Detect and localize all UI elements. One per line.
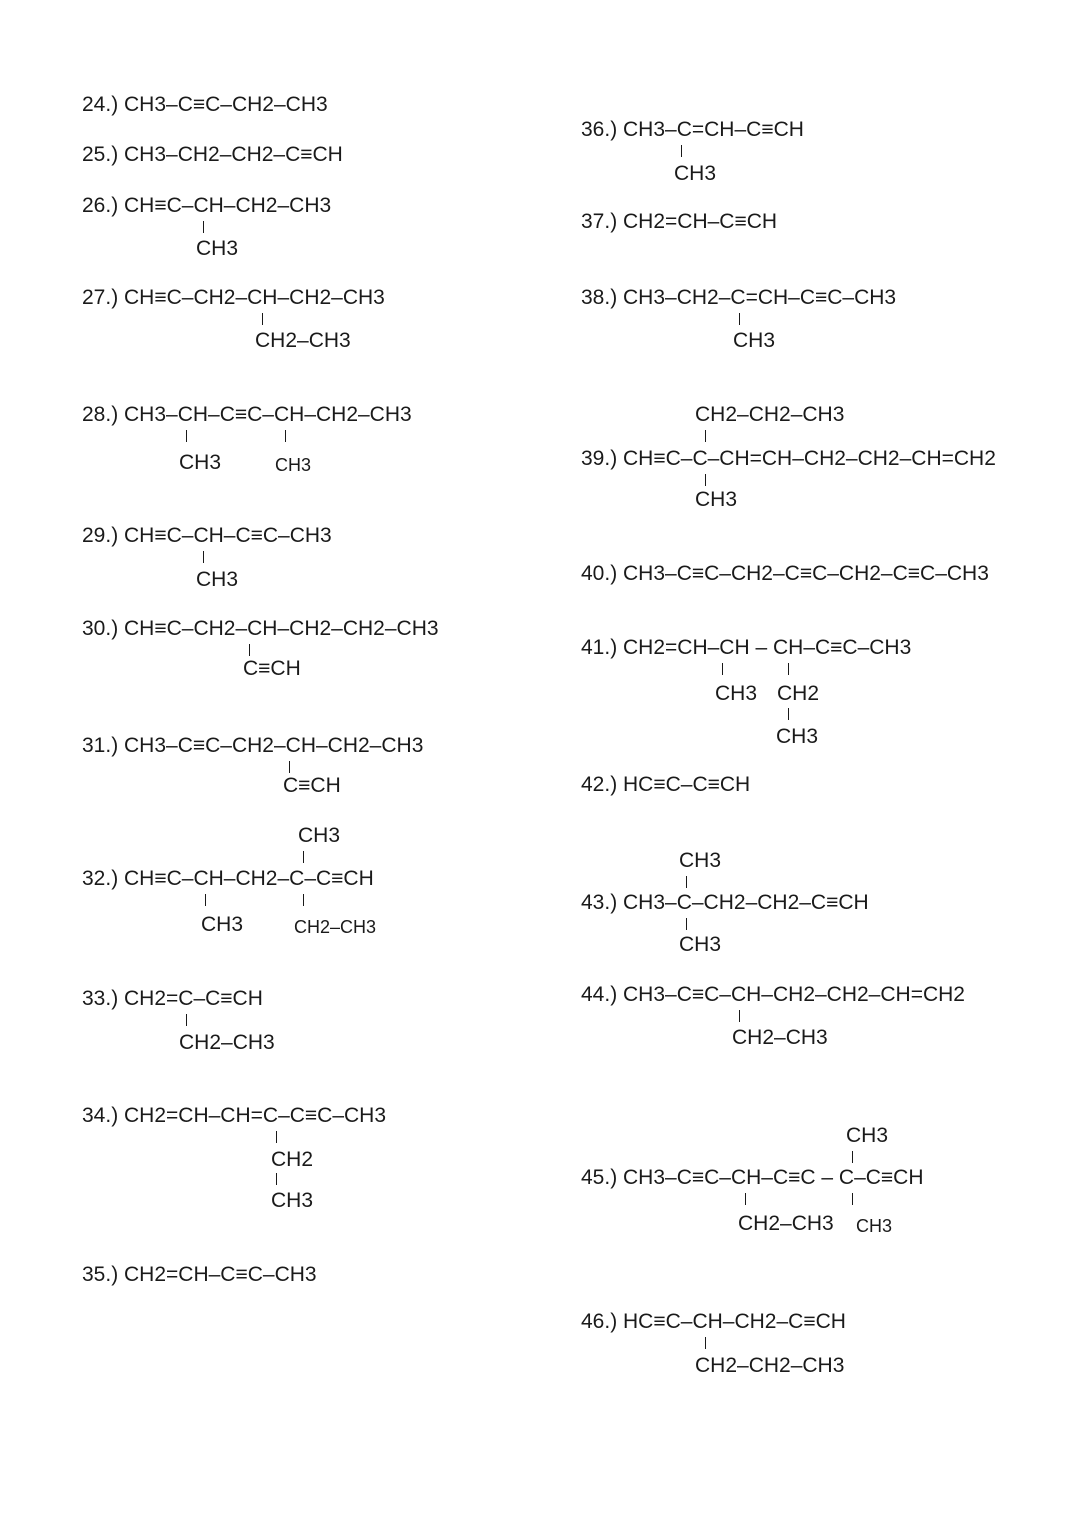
formula-45-top-substituent: CH3	[846, 1124, 889, 1147]
formula-43-top-substituent: CH3	[679, 849, 722, 872]
formula-29-substituent: CH3	[196, 568, 239, 591]
formula-36-main: 36.) CH3–C=CH–C≡CH	[581, 118, 804, 141]
bond-line	[852, 1151, 853, 1163]
bond-line	[186, 430, 187, 442]
bond-line	[739, 1010, 740, 1022]
formula-39-top-substituent: CH2–CH2–CH3	[695, 403, 845, 426]
bond-line	[705, 1337, 706, 1349]
bond-line	[203, 551, 204, 563]
formula-45-main: 45.) CH3–C≡C–CH–C≡C – C–C≡CH	[581, 1166, 924, 1189]
formula-42-main: 42.) HC≡C–C≡CH	[581, 773, 751, 796]
formula-43-substituent: CH3	[679, 933, 722, 956]
bond-line	[788, 708, 789, 720]
bond-line	[186, 1014, 187, 1026]
bond-line	[745, 1193, 746, 1205]
formula-34-substituent-2: CH3	[271, 1189, 314, 1212]
formula-39-main: 39.) CH≡C–C–CH=CH–CH2–CH2–CH=CH2	[581, 447, 996, 470]
formula-31-main: 31.) CH3–C≡C–CH2–CH–CH2–CH3	[82, 734, 424, 757]
formula-32-top-substituent: CH3	[298, 824, 341, 847]
bond-line	[276, 1173, 277, 1185]
formula-32-substituent-2: CH2–CH3	[294, 917, 377, 937]
formula-46-substituent: CH2–CH2–CH3	[695, 1354, 845, 1377]
formula-32-main: 32.) CH≡C–CH–CH2–C–C≡CH	[82, 867, 374, 890]
bond-line	[686, 918, 687, 930]
formula-41-substituent-2: CH2	[777, 682, 820, 705]
bond-line	[788, 663, 789, 675]
formula-25-main: 25.) CH3–CH2–CH2–C≡CH	[82, 143, 343, 166]
bond-line	[705, 430, 706, 442]
formula-34-main: 34.) CH2=CH–CH=C–C≡C–CH3	[82, 1104, 387, 1127]
formula-27-substituent: CH2–CH3	[255, 329, 351, 352]
formula-33-main: 33.) CH2=C–C≡CH	[82, 987, 263, 1010]
formula-38-main: 38.) CH3–CH2–C=CH–C≡C–CH3	[581, 286, 897, 309]
formula-32-substituent-1: CH3	[201, 913, 244, 936]
formula-45-substituent-1: CH2–CH3	[738, 1212, 834, 1235]
bond-line	[289, 761, 290, 773]
bond-line	[303, 851, 304, 863]
formula-44-main: 44.) CH3–C≡C–CH–CH2–CH2–CH=CH2	[581, 983, 965, 1006]
bond-line	[249, 644, 250, 656]
formula-41-substituent-3: CH3	[776, 725, 819, 748]
formula-38-substituent: CH3	[733, 329, 776, 352]
bond-line	[276, 1131, 277, 1143]
formula-41-substituent-1: CH3	[715, 682, 758, 705]
formula-35-main: 35.) CH2=CH–C≡C–CH3	[82, 1263, 317, 1286]
formula-34-substituent-1: CH2	[271, 1148, 314, 1171]
formula-39-substituent: CH3	[695, 488, 738, 511]
bond-line	[739, 313, 740, 325]
formula-37-main: 37.) CH2=CH–C≡CH	[581, 210, 778, 233]
bond-line	[205, 894, 206, 906]
bond-line	[681, 145, 682, 157]
formula-44-substituent: CH2–CH3	[732, 1026, 828, 1049]
formula-28-main: 28.) CH3–CH–C≡C–CH–CH2–CH3	[82, 403, 412, 426]
formula-30-substituent: C≡CH	[243, 657, 301, 680]
bond-line	[262, 313, 263, 325]
formula-36-substituent: CH3	[674, 162, 717, 185]
formula-45-substituent-2: CH3	[856, 1216, 893, 1236]
formula-40-main: 40.) CH3–C≡C–CH2–C≡C–CH2–C≡C–CH3	[581, 562, 989, 585]
bond-line	[705, 474, 706, 486]
bond-line	[852, 1193, 853, 1205]
bond-line	[722, 663, 723, 675]
formula-27-main: 27.) CH≡C–CH2–CH–CH2–CH3	[82, 286, 385, 309]
formula-29-main: 29.) CH≡C–CH–C≡C–CH3	[82, 524, 332, 547]
formula-41-main: 41.) CH2=CH–CH – CH–C≡C–CH3	[581, 636, 912, 659]
formula-46-main: 46.) HC≡C–CH–CH2–C≡CH	[581, 1310, 846, 1333]
formula-28-substituent-2: CH3	[275, 455, 312, 475]
formula-26-substituent: CH3	[196, 237, 239, 260]
formula-43-main: 43.) CH3–C–CH2–CH2–C≡CH	[581, 891, 869, 914]
formula-33-substituent: CH2–CH3	[179, 1031, 275, 1054]
formula-24-main: 24.) CH3–C≡C–CH2–CH3	[82, 93, 328, 116]
bond-line	[303, 894, 304, 906]
formula-31-substituent: C≡CH	[283, 774, 341, 797]
bond-line	[686, 876, 687, 888]
bond-line	[203, 221, 204, 233]
formula-28-substituent-1: CH3	[179, 451, 222, 474]
formula-30-main: 30.) CH≡C–CH2–CH–CH2–CH2–CH3	[82, 617, 439, 640]
formula-26-main: 26.) CH≡C–CH–CH2–CH3	[82, 194, 332, 217]
bond-line	[285, 430, 286, 442]
